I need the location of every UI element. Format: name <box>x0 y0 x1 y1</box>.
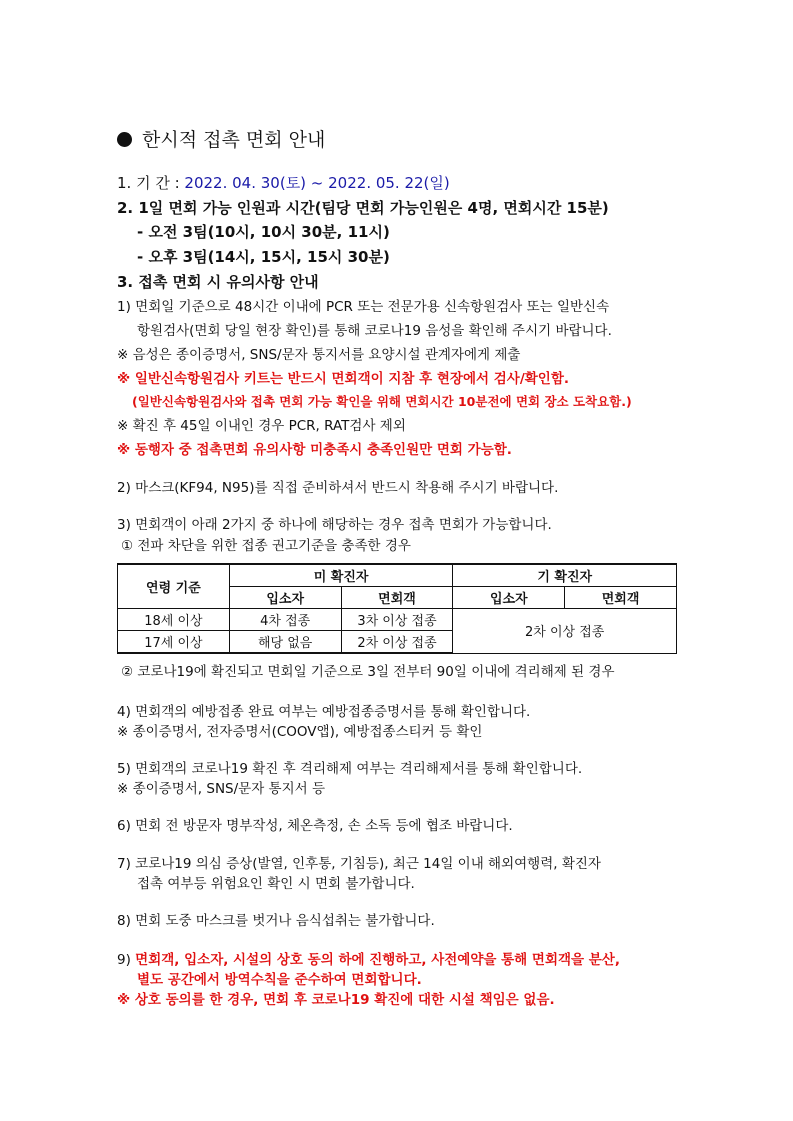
document-title <box>117 128 325 152</box>
item5-line1: 5) 면회객의 코로나19 확진 후 격리해제 여부는 격리해제서를 통해 확인합니다. <box>117 761 583 777</box>
item4-line1: 4) 면회객의 예방접종 완료 여부는 예방접종증명서를 통해 확인합니다. <box>117 704 531 720</box>
item1-note1: ※ 음성은 종이증명서, SNS/문자 통지서를 요양시설 관계자에게 제출 <box>117 347 521 363</box>
unconfirmed-group-header: 미 확진자 <box>229 564 453 587</box>
section2-morning: - 오전 3팀(10시, 10시 30분, 11시) <box>137 223 390 241</box>
item1-line1: 1) 면회일 기준으로 48시간 이내에 PCR 또는 전문가용 신속항원검사 또는 일반신속 <box>117 299 610 315</box>
section2-afternoon: - 오후 3팀(14시, 15시, 15시 30분) <box>137 248 390 266</box>
item2-line1: 2) 마스크(KF94, N95)를 직접 준비하셔서 반드시 착용해 주시기 바랍니다. <box>117 480 559 496</box>
item7-line2: 접촉 여부등 위험요인 확인 시 면회 불가합니다. <box>137 876 415 892</box>
vaccination-criteria-table <box>117 563 677 654</box>
visitor-cell: 2차 이상 접종 <box>341 631 453 654</box>
item9-line2: 별도 공간에서 방역수칙을 준수하여 면회합니다. <box>137 972 422 988</box>
item9-note: ※ 상호 동의를 한 경우, 면회 후 코로나19 확진에 대한 시설 책임은 없음. <box>117 992 555 1008</box>
table-row <box>118 609 677 631</box>
item7-line1: 7) 코로나19 의심 증상(발열, 인후통, 기침등), 최근 14일 이내 해외여행력, 확진자 <box>117 856 601 872</box>
section3-heading: 3. 접촉 면회 시 유의사항 안내 <box>117 273 319 291</box>
title-text: 한시적 접촉 면회 안내 <box>142 129 326 151</box>
resident-cell: 4차 접종 <box>229 609 341 631</box>
filled-circle-bullet-icon <box>117 132 132 147</box>
confirmed-visitor-header: 면회객 <box>565 587 677 609</box>
item8-line1: 8) 면회 도중 마스크를 벗거나 음식섭취는 불가합니다. <box>117 913 435 929</box>
item5-note: ※ 종이증명서, SNS/문자 통지서 등 <box>117 781 326 797</box>
item4-note: ※ 종이증명서, 전자증명서(COOV앱), 예방접종스티커 등 확인 <box>117 724 483 740</box>
section2-heading: 2. 1일 면회 가능 인원과 시간(팀당 면회 가능인원은 4명, 면회시간 15분) <box>117 199 609 217</box>
confirmed-group-header: 기 확진자 <box>453 564 677 587</box>
age-cell: 17세 이상 <box>118 631 230 654</box>
item1-note4: ※ 동행자 중 접촉면회 유의사항 미충족시 충족인원만 면회 가능함. <box>117 442 512 458</box>
item3-line1: 3) 면회객이 아래 2가지 중 하나에 해당하는 경우 접촉 면회가 가능합니다. <box>117 517 552 533</box>
age-header: 연령 기준 <box>118 564 230 609</box>
unconfirmed-resident-header: 입소자 <box>229 587 341 609</box>
item1-note2b: (일반신속항원검사와 접촉 면회 가능 확인을 위해 면회시간 10분전에 면회 장소 도착요함.) <box>132 394 632 409</box>
item9-text: 면회객, 입소자, 시설의 상호 동의 하에 진행하고, 사전예약을 통해 면회객을 분산, <box>135 952 620 968</box>
visitor-cell: 3차 이상 접종 <box>341 609 453 631</box>
age-cell: 18세 이상 <box>118 609 230 631</box>
item1-line2: 항원검사(면회 당일 현장 확인)를 통해 코로나19 음성을 확인해 주시기 바랍니다. <box>137 323 612 339</box>
unconfirmed-visitor-header: 면회객 <box>341 587 453 609</box>
item1-note2: ※ 일반신속항원검사 키트는 반드시 면회객이 지참 후 현장에서 검사/확인함. <box>117 371 570 387</box>
confirmed-all-cell: 2차 이상 접종 <box>453 609 677 654</box>
item3-sub2: ② 코로나19에 확진되고 면회일 기준으로 3일 전부터 90일 이내에 격리해제 된 경우 <box>121 664 615 680</box>
item6-line1: 6) 면회 전 방문자 명부작성, 체온측정, 손 소독 등에 협조 바랍니다. <box>117 818 513 834</box>
item3-sub1: ① 전파 차단을 위한 접종 권고기준을 충족한 경우 <box>121 538 411 554</box>
period-value: 2022. 04. 30(토) ~ 2022. 05. 22(일) <box>184 174 450 192</box>
resident-cell: 해당 없음 <box>229 631 341 654</box>
item9-line1 <box>117 951 620 969</box>
confirmed-resident-header: 입소자 <box>453 587 565 609</box>
table-header-row <box>118 564 677 587</box>
period-line <box>117 173 450 193</box>
item9-prefix: 9) <box>117 952 136 968</box>
period-label: 1. 기 간 : <box>117 174 185 192</box>
item1-note3: ※ 확진 후 45일 이내인 경우 PCR, RAT검사 제외 <box>117 418 406 434</box>
